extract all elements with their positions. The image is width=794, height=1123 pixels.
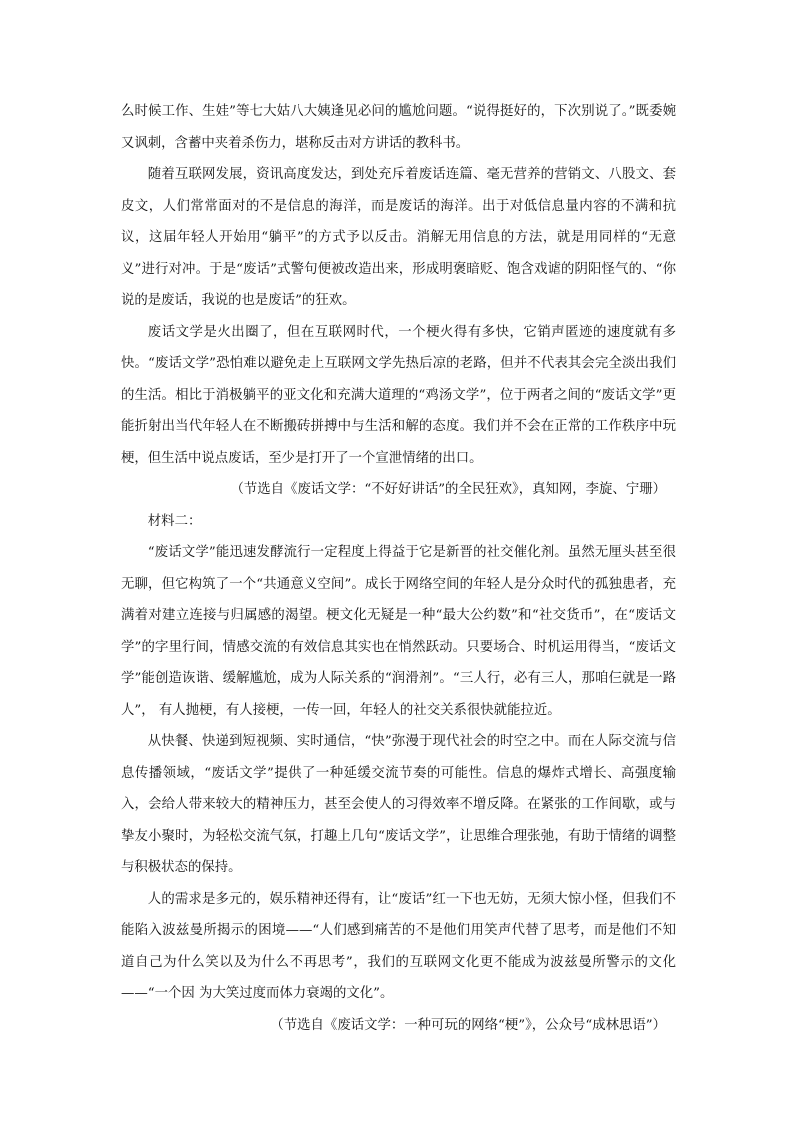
source-citation-1: （节选自《废话文学：“不好好讲话”的全民狂欢》，真知网，李旋、宁珊） bbox=[230, 482, 666, 497]
paragraph-5: 从快餐、快递到短视频、实时通信，“快”弥漫于现代社会的时空之中。而在人际交流与信息传播领域，“废话文学”提供了一种延缓交流节奏的可能性。信息的爆炸式增长、高强度输入，会给人带来较大的精神压力，甚至会使人的习得效率不增反降。在紧张的工作间歇，或与挚友小聚时，为轻松交流气氛，打趣上几句“废话文学”，让思维合理张弛，有助于情绪的调整与积极状态的保持。 bbox=[121, 734, 676, 875]
paragraph-1: 么时候工作、生娃”等七大姑八大姨逢见必问的尴尬问题。“说得挺好的，下次别说了。”既委婉又讽刺，含蓄中夹着杀伤力，堪称反击对方讲话的教科书。 bbox=[121, 104, 676, 151]
paragraph-2: 随着互联网发展，资讯高度发达，到处充斥着废话连篇、毫无营养的营销文、八股文、套皮文，人们常常面对的不是信息的海洋，而是废话的海洋。出于对低信息量内容的不满和抗议，这届年轻人开始用“躺平”的方式予以反击。消解无用信息的方法，就是用同样的“无意义”进行对冲。于是“废话”式警句便被改造出来，形成明褒暗贬、饱含戏谑的阴阳怪气的、“你说的是废话，我说的也是废话”的狂欢。 bbox=[121, 167, 676, 308]
document-page bbox=[121, 96, 676, 1041]
material-2-label: 材料二： bbox=[147, 513, 202, 529]
paragraph-3: 废话文学是火出圈了，但在互联网时代，一个梗火得有多快，它销声匿迹的速度就有多快。“废话文学”恐怕难以避免走上互联网文学先热后凉的老路，但并不代表其会完全淡出我们的生活。相比于消极躺平的亚文化和充满大道理的“鸡汤文学”，位于两者之间的“废话文学”更能折射出当代年轻人在不断搬砖拼搏中与生活和解的态度。我们并不会在正常的工作秩序中玩梗，但生活中说点废话，至少是打开了一个宣泄情绪的出口。 bbox=[121, 324, 676, 466]
paragraph-4: “废话文学”能迅速发酵流行一定程度上得益于它是新晋的社交催化剂。虽然无厘头甚至很无聊，但它构筑了一个“共通意义空间”。成长于网络空间的年轻人是分众时代的孤独患者，充满着对建立连接与归属感的渴望。梗文化无疑是一种“最大公约数”和“社交货币”，在“废话文学”的字里行间，情感交流的有效信息其实也在悄然跃动。只要场合、时机运用得当，“废话文学”能创造诙谐、缓解尴尬，成为人际关系的“润滑剂”。“三人行，必有三人，那咱仨就是一路人”， 有人抛梗，有人接梗，一传一回，年轻人的社交关系很快就能拉近。 bbox=[121, 545, 676, 718]
source-citation-2: （节选自《废话文学：一种可玩的网络“梗”》，公众号“成林思语”） bbox=[270, 1017, 666, 1033]
paragraph-6: 人的需求是多元的，娱乐精神还得有，让“废话”红一下也无妨，无须大惊小怪，但我们不能陷入波兹曼所揭示的困境——“人们感到痛苦的不是他们用笑声代替了思考，而是他们不知道自己为什么笑以及为什么不再思考”，我们的互联网文化更不能成为波兹曼所警示的文化——“一个因 为大笑过度而体力衰竭的文化”。 bbox=[121, 891, 676, 1001]
